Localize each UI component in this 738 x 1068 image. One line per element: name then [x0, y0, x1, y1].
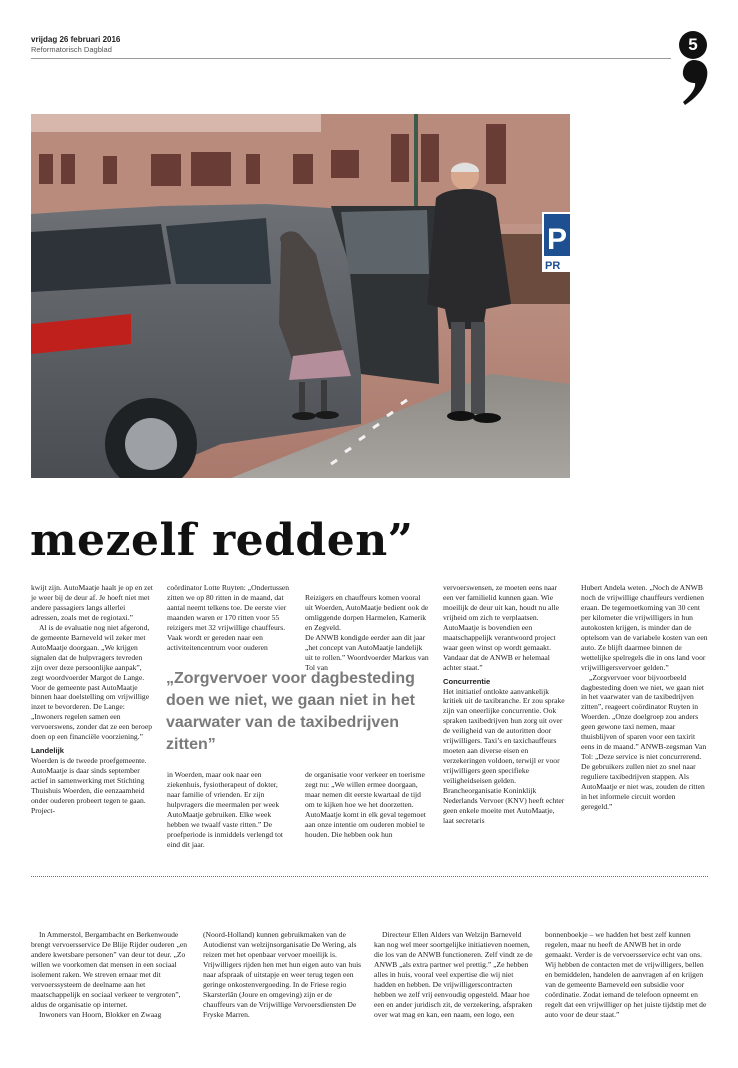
edition-date: vrijdag 26 februari 2016 [31, 35, 121, 44]
parking-sign-text: PR [545, 260, 561, 272]
column-5 [581, 583, 708, 812]
column-1 [31, 583, 155, 816]
subheading-landelijk: Landelijk [31, 746, 64, 756]
lower-column-4 [545, 930, 708, 1020]
lower-column-2 [203, 930, 365, 1020]
paragraph: (Noord-Holland) kunnen gebruikmaken van de Autodienst van welzijnsorganisatie De Wering, als reizen met het openbaar vervoer moeilijk is. Vrijwilligers rijden hen met hun eigen auto van huis naar afspraak of uitstapje en weer terug tegen een geringe onkostenvergoeding. In de Friese regio Skarsterlân (Joure en omgeving) zijn er de chauffeurs van de Vrijwillige Vervoersdiensten De Fryske Marren. [203, 930, 362, 1019]
newspaper-name: Reformatorisch Dagblad [31, 45, 112, 54]
paragraph: de organisatie voor verkeer en toerisme zegt nu: „We willen ermee doorgaan, maar nemen dit eerste kwartaal de tijd om te kijken hoe we het doorzetten. AutoMaatje komt in elk geval tegemoet aan onze intentie om ouderen mobiel te houden. Die hebben ook hun [305, 770, 426, 839]
headline: mezelf redden” [30, 515, 414, 566]
comma-logo-icon [680, 58, 710, 108]
paragraph: coördinator Lotte Ruyten: „Ondertussen zitten we op 80 ritten in de maand, dat aantal neemt telkens toe. De eerste vier maanden waren er 170 ritten voor 55 reizigers met 32 vrijwillige chauffeurs. Vaak wordt er gereden naar een activiteitencentrum voor ouderen [167, 583, 290, 652]
column-2-bottom [167, 770, 291, 850]
article-photo [31, 114, 570, 478]
paragraph: bonnenboekje – we hadden het best zelf kunnen regelen, maar nu heeft de ANWB het in orde gemaakt. Verder is de vervoersservice echt van ons. Wij hebben de contacten met de vrijwilligers, bellen en bemiddelen, handelen de aanvragen af en krijgen van de gemeente Barneveld een subsidie voor coördinatie. Zodat iemand de telefoon opneemt en regelt dat een vrijwilliger op het juiste tijdstip met de auto voor de deur staat.” [545, 930, 707, 1019]
paragraph: Inwoners van Hoorn, Blokker en Zwaag [39, 1009, 162, 1019]
subheading-concurrentie: Concurrentie [443, 676, 491, 686]
paragraph: Al is de evaluatie nog niet afgerond, de gemeente Barneveld wil zeker met AutoMaatje doorgaan. „We krijgen signalen dat de hulpvragers tevreden zijn over deze persoonlijke aanpak”, zegt woordvoerder Margot de Lange. Voor de gemeente past AutoMaatje binnen haar doelstelling om vrijwillige inzet te bevorderen. De Lange: „Inwoners regelen samen een vervoerswens, zonder dat ze een beroep doen op een financiële voorziening.” [31, 622, 153, 742]
column-2-top [167, 583, 291, 653]
column-3-bottom [305, 770, 429, 840]
paragraph: „Zorgvervoer voor bijvoorbeeld dagbesteding doen we niet, we gaan niet in het vaarwater van de taxibedrijven zitten”, reageert coördinator Ruyten in Woerden. „Onze doelgroep zou anders geen gewone taxi nemen, maar thuisblijven of sparen voor een taxirit eens in de maand.” ANWB-zegsman Van Tol: „Deze service is niet concurrerend. De gebruikers zullen niet zo snel naar reguliere taxibedrijven stappen. Als AutoMaatje er niet was, zouden de ritten in het informele circuit worden geregeld.” [581, 672, 707, 811]
page-number-badge: 5 [679, 31, 707, 59]
lower-column-3 [374, 930, 534, 1020]
paragraph: Het initiatief ontlokte aanvankelijk kritiek uit de taxibranche. Er zou sprake zijn van oneerlijke concurrentie. Ook spraken taxibedrijven hun zorg uit over de veiligheid van de autoritten door vrijwilligers. Taxi’s en taxichauffeurs moeten aan diverse eisen en verzekeringen voldoen, terwijl er voor vrijwilligers geen specifieke veiligheidseisen gelden. Brancheorganisatie Koninklijk Nederlands Vervoer (KNV) heeft echter geen enkele moeite met AutoMaatje, laat secretaris [443, 686, 565, 825]
paragraph: Hubert Andela weten. „Noch de ANWB noch de vrijwillige chauffeurs verdienen eraan. De tegemoetkoming van 30 cent per kilometer die vrijwilligers in hun autokosten krijgen, is minder dan de optelsom van de variabele kosten van een auto. Ze blijft daarmee binnen de wettelijke spelregels die in ons land voor vrijwilligersvervoer gelden.” [581, 583, 708, 672]
paragraph: in Woerden, maar ook naar een ziekenhuis, fysiotherapeut of dokter, naar familie of vrienden. Er zijn hulpvragers die meermalen per week AutoMaatje gebruiken. Elke week hebben we twaalf vaste ritten.” De proefperiode is inmiddels verlengd tot eind dit jaar. [167, 770, 283, 849]
column-4 [443, 583, 567, 826]
paragraph: In Ammerstol, Bergambacht en Berkenwoude brengt vervoersservice De Blije Rijder ouderen „en andere kwetsbare personen” van deur tot deur. „Zo willen we voorkomen dat mensen in een sociaal isolement raken. We streven ernaar met dit vervoerssysteem de deelname aan het maatschappelijk en sociaal verkeer te vergroten”, aldus de organisatie op internet. [31, 930, 188, 1009]
paragraph: Reizigers en chauffeurs komen vooral uit Woerden, AutoMaatje bedient ook de omliggende dorpen Harmelen, Kamerik en Zegveld. De ANWB kondigde eerder aan dit jaar „het concept van AutoMaatje landelijk uit te rollen.” Woordvoerder Markus van Tol van [305, 592, 429, 672]
paragraph: vervoerswensen, ze moeten eens naar een ver familielid kunnen gaan. Wie moeilijk de deur uit kan, houdt nu alle vrijheid om zich te verplaatsen. AutoMaatje is bovendien een maatschappelijk verantwoord project waar geen winst op wordt gemaakt. Vandaar dat de ANWB er helemaal achter staat.” [443, 583, 559, 672]
pull-quote: „Zorgvervoer voor dagbesteding doen we niet, we gaan niet in het vaarwater van de taxibedrijven zitten” [166, 670, 415, 753]
paragraph: kwijt zijn. AutoMaatje haalt je op en zet je weer bij de deur af. Je hoeft niet met andere passagiers langs allerlei adressen, zoals met de regiotaxi.” [31, 583, 153, 622]
paragraph: Woerden is de tweede proefgemeente. AutoMaatje is daar sinds september actief in samenwerking met Stichting Thuishuis Woerden, die eenzaamheid onder ouderen probeert tegen te gaan. Project- [31, 756, 147, 815]
header-rule [31, 58, 671, 59]
lower-column-1 [31, 930, 193, 1020]
section-divider [31, 876, 708, 877]
paragraph: Directeur Ellen Alders van Welzijn Barneveld kan nog wel meer soortgelijke initiatieven noemen, die los van de ANWB functioneren. Zelf vindt ze de ANWB „als extra partner wel prettig.” „Ze hebben alles in huis, vooral veel expertise die wij niet hadden en hebben. De vrijwilligerscontracten hebben we zelf vrij eenvoudig opgesteld. Maar hoe een en ander juridisch zit, de verzekering, afspraken over wat mag en kan, een naam, een logo, een [374, 930, 533, 1019]
svg-text:P: P [547, 223, 568, 256]
